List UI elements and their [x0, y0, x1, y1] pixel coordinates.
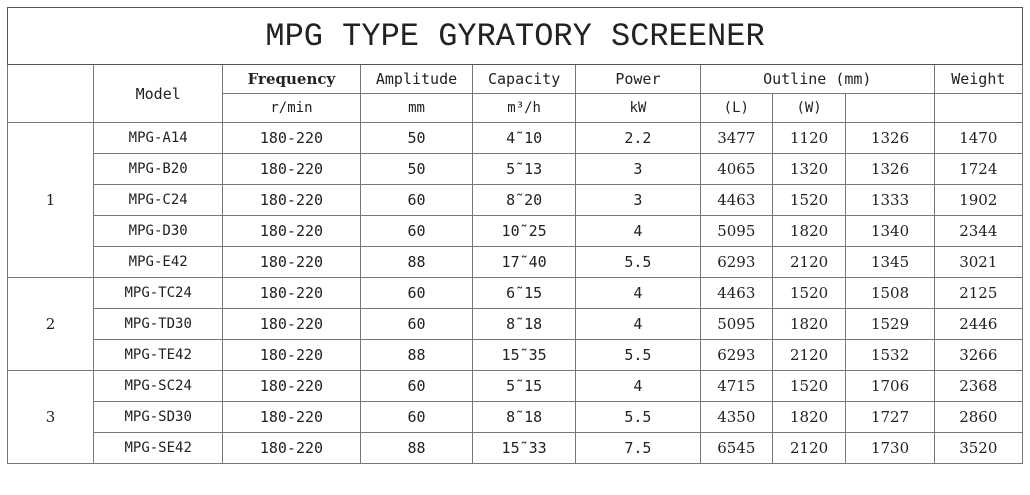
outline-width-cell: 2120: [772, 433, 846, 464]
model-cell: MPG-TE42: [94, 340, 223, 371]
outline-length-cell: 6545: [700, 433, 772, 464]
table-row: [8, 371, 1023, 402]
model-cell: MPG-SC24: [94, 371, 223, 402]
group-header: [8, 65, 94, 123]
amplitude-cell: 60: [360, 278, 473, 309]
weight-cell: 2368: [934, 371, 1022, 402]
frequency-header: Frequency: [223, 65, 360, 94]
power-cell: 5.5: [575, 340, 700, 371]
outline-width-unit: (W): [772, 94, 846, 123]
outline-width-cell: 1820: [772, 309, 846, 340]
weight-cell: 2344: [934, 216, 1022, 247]
weight-cell: 1902: [934, 185, 1022, 216]
power-cell: 4: [575, 216, 700, 247]
frequency-cell: 180-220: [223, 433, 360, 464]
weight-cell: 3520: [934, 433, 1022, 464]
table-row: [8, 309, 1023, 340]
frequency-cell: 180-220: [223, 402, 360, 433]
table-row: [8, 340, 1023, 371]
outline-length-cell: 4715: [700, 371, 772, 402]
weight-header: Weight: [934, 65, 1022, 94]
model-cell: MPG-A14: [94, 123, 223, 154]
model-cell: MPG-SD30: [94, 402, 223, 433]
outline-height-cell: 1345: [846, 247, 934, 278]
amplitude-cell: 88: [360, 247, 473, 278]
capacity-cell: 17˜40: [473, 247, 576, 278]
amplitude-cell: 60: [360, 402, 473, 433]
frequency-cell: 180-220: [223, 247, 360, 278]
weight-cell: 3021: [934, 247, 1022, 278]
power-header: Power: [575, 65, 700, 94]
frequency-cell: 180-220: [223, 154, 360, 185]
table-row: [8, 154, 1023, 185]
outline-height-cell: 1508: [846, 278, 934, 309]
outline-height-cell: 1326: [846, 123, 934, 154]
capacity-cell: 8˜18: [473, 309, 576, 340]
outline-height-cell: 1532: [846, 340, 934, 371]
power-cell: 2.2: [575, 123, 700, 154]
group-label: 1: [8, 123, 94, 278]
power-cell: 5.5: [575, 402, 700, 433]
table-row: [8, 216, 1023, 247]
amplitude-cell: 60: [360, 216, 473, 247]
weight-cell: 2125: [934, 278, 1022, 309]
outline-width-cell: 2120: [772, 340, 846, 371]
outline-height-cell: 1326: [846, 154, 934, 185]
group-label: 3: [8, 371, 94, 464]
outline-width-cell: 1520: [772, 278, 846, 309]
capacity-cell: 15˜33: [473, 433, 576, 464]
outline-width-cell: 1820: [772, 402, 846, 433]
table-row: [8, 433, 1023, 464]
outline-width-cell: 1320: [772, 154, 846, 185]
outline-height-cell: 1706: [846, 371, 934, 402]
amplitude-unit: mm: [360, 94, 473, 123]
outline-height-cell: 1529: [846, 309, 934, 340]
weight-cell: 2860: [934, 402, 1022, 433]
weight-cell: 3266: [934, 340, 1022, 371]
power-cell: 5.5: [575, 247, 700, 278]
outline-length-cell: 4463: [700, 185, 772, 216]
model-cell: MPG-B20: [94, 154, 223, 185]
frequency-cell: 180-220: [223, 123, 360, 154]
weight-cell: 1724: [934, 154, 1022, 185]
outline-width-cell: 1120: [772, 123, 846, 154]
outline-height-unit: [846, 94, 934, 123]
outline-length-cell: 6293: [700, 340, 772, 371]
outline-width-cell: 2120: [772, 247, 846, 278]
power-cell: 4: [575, 371, 700, 402]
amplitude-cell: 60: [360, 185, 473, 216]
outline-length-cell: 6293: [700, 247, 772, 278]
frequency-cell: 180-220: [223, 216, 360, 247]
model-cell: MPG-C24: [94, 185, 223, 216]
power-cell: 3: [575, 154, 700, 185]
capacity-unit: m³/h: [473, 94, 576, 123]
capacity-cell: 6˜15: [473, 278, 576, 309]
amplitude-cell: 60: [360, 309, 473, 340]
capacity-cell: 10˜25: [473, 216, 576, 247]
outline-length-cell: 4463: [700, 278, 772, 309]
frequency-cell: 180-220: [223, 371, 360, 402]
amplitude-header: Amplitude: [360, 65, 473, 94]
outline-height-cell: 1727: [846, 402, 934, 433]
outline-width-cell: 1820: [772, 216, 846, 247]
outline-length-cell: 3477: [700, 123, 772, 154]
frequency-cell: 180-220: [223, 340, 360, 371]
capacity-cell: 5˜15: [473, 371, 576, 402]
outline-length-cell: 5095: [700, 216, 772, 247]
outline-width-cell: 1520: [772, 185, 846, 216]
spec-table-container: [7, 7, 1023, 464]
power-cell: 3: [575, 185, 700, 216]
model-cell: MPG-TC24: [94, 278, 223, 309]
outline-length-unit: (L): [700, 94, 772, 123]
table-title: MPG TYPE GYRATORY SCREENER: [8, 8, 1023, 65]
power-unit: kW: [575, 94, 700, 123]
table-row: [8, 123, 1023, 154]
table-row: [8, 402, 1023, 433]
outline-header: Outline (mm): [700, 65, 934, 94]
outline-length-cell: 4065: [700, 154, 772, 185]
model-cell: MPG-E42: [94, 247, 223, 278]
model-header: Model: [94, 65, 223, 123]
outline-height-cell: 1333: [846, 185, 934, 216]
table-row: [8, 278, 1023, 309]
capacity-cell: 8˜20: [473, 185, 576, 216]
amplitude-cell: 50: [360, 123, 473, 154]
capacity-cell: 5˜13: [473, 154, 576, 185]
frequency-unit: r/min: [223, 94, 360, 123]
power-cell: 4: [575, 309, 700, 340]
frequency-cell: 180-220: [223, 309, 360, 340]
spec-table: [7, 7, 1023, 464]
table-row: [8, 185, 1023, 216]
outline-height-cell: 1340: [846, 216, 934, 247]
group-label: 2: [8, 278, 94, 371]
model-cell: MPG-D30: [94, 216, 223, 247]
frequency-cell: 180-220: [223, 185, 360, 216]
outline-width-cell: 1520: [772, 371, 846, 402]
amplitude-cell: 50: [360, 154, 473, 185]
table-row: [8, 247, 1023, 278]
capacity-header: Capacity: [473, 65, 576, 94]
outline-length-cell: 4350: [700, 402, 772, 433]
power-cell: 4: [575, 278, 700, 309]
weight-cell: 2446: [934, 309, 1022, 340]
outline-length-cell: 5095: [700, 309, 772, 340]
model-cell: MPG-SE42: [94, 433, 223, 464]
power-cell: 7.5: [575, 433, 700, 464]
frequency-cell: 180-220: [223, 278, 360, 309]
capacity-cell: 8˜18: [473, 402, 576, 433]
weight-unit: [934, 94, 1022, 123]
capacity-cell: 15˜35: [473, 340, 576, 371]
amplitude-cell: 60: [360, 371, 473, 402]
amplitude-cell: 88: [360, 433, 473, 464]
outline-height-cell: 1730: [846, 433, 934, 464]
weight-cell: 1470: [934, 123, 1022, 154]
amplitude-cell: 88: [360, 340, 473, 371]
model-cell: MPG-TD30: [94, 309, 223, 340]
capacity-cell: 4˜10: [473, 123, 576, 154]
